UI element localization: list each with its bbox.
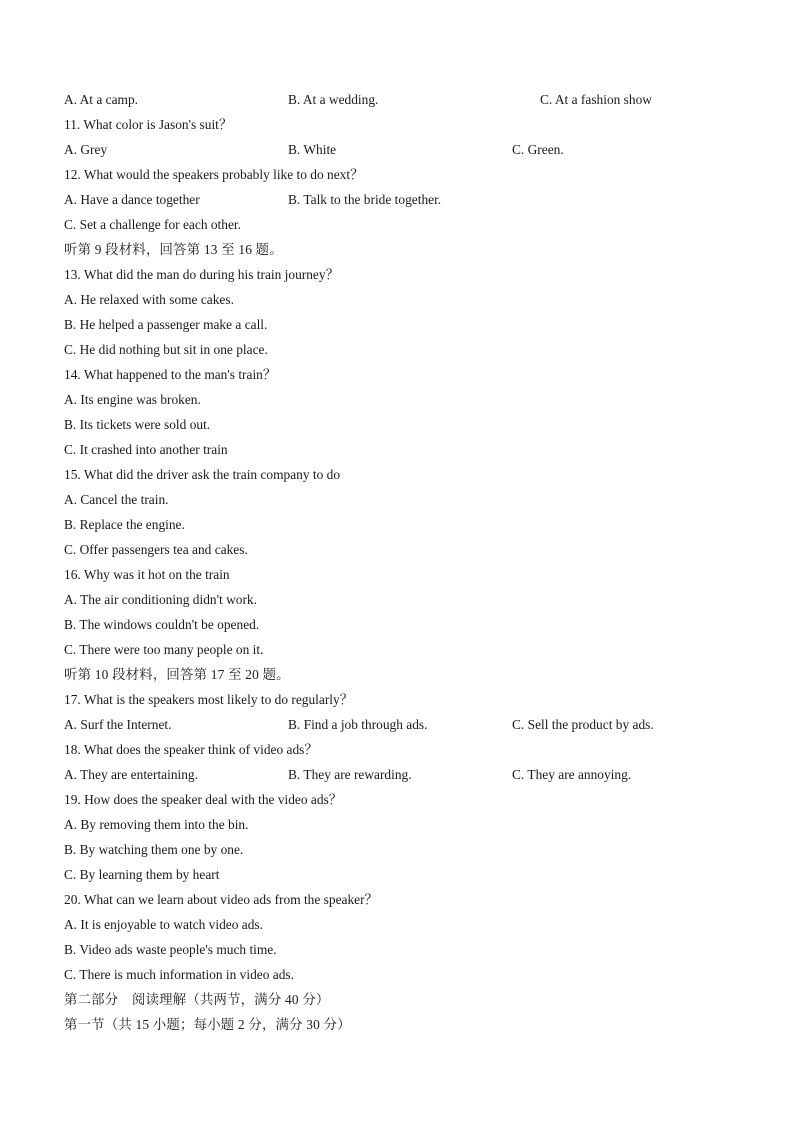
- option-b: B. At a wedding.: [288, 92, 379, 107]
- question-text: [64, 840, 744, 865]
- question-text: [64, 815, 744, 840]
- text-line: A. Cancel the train.: [64, 492, 169, 507]
- text-line: 14. What happened to the man's train？: [64, 367, 277, 382]
- option-row: [64, 765, 744, 790]
- option-row: [64, 715, 744, 740]
- question-text: [64, 890, 744, 915]
- text-line: 19. How does the speaker deal with the video ads？: [64, 792, 343, 807]
- question-text: [64, 590, 744, 615]
- question-text: [64, 415, 744, 440]
- text-line: B. Its tickets were sold out.: [64, 417, 211, 432]
- text-line: B. Video ads waste people's much time.: [64, 942, 277, 957]
- option-b: B. Talk to the bride together.: [288, 192, 442, 207]
- text-line: B. He helped a passenger make a call.: [64, 317, 268, 332]
- option-c: C. They are annoying.: [512, 767, 632, 782]
- text-line: 12. What would the speakers probably like to do next？: [64, 167, 364, 182]
- question-text: [64, 965, 744, 990]
- question-text: [64, 640, 744, 665]
- option-b: B. Find a job through ads.: [288, 717, 428, 732]
- text-line: 听第 9 段材料，回答第 13 至 16 题。: [64, 242, 283, 257]
- option-a: A. At a camp.: [64, 92, 139, 107]
- text-line: A. It is enjoyable to watch video ads.: [64, 917, 263, 932]
- question-text: [64, 265, 744, 290]
- question-text: [64, 565, 744, 590]
- text-line: C. There were too many people on it.: [64, 642, 264, 657]
- text-line: 20. What can we learn about video ads from the speaker？: [64, 892, 378, 907]
- option-b: B. White: [288, 142, 337, 157]
- question-text: [64, 390, 744, 415]
- question-text: [64, 165, 744, 190]
- question-text: [64, 465, 744, 490]
- option-row: [64, 90, 744, 115]
- text-line: C. Set a challenge for each other.: [64, 217, 241, 232]
- section-instruction: [64, 990, 744, 1015]
- text-line: 17. What is the speakers most likely to do regularly？: [64, 692, 354, 707]
- question-text: [64, 215, 744, 240]
- text-line: 第一节（共 15 小题；每小题 2 分，满分 30 分）: [64, 1017, 351, 1032]
- section-instruction: [64, 1015, 744, 1040]
- question-text: [64, 615, 744, 640]
- text-line: A. By removing them into the bin.: [64, 817, 249, 832]
- text-line: 16. Why was it hot on the train: [64, 567, 230, 582]
- text-line: 15. What did the driver ask the train company to do: [64, 467, 341, 482]
- text-line: A. He relaxed with some cakes.: [64, 292, 234, 307]
- option-c: C. Green.: [512, 142, 564, 157]
- option-b: B. They are rewarding.: [288, 767, 412, 782]
- option-c: C. At a fashion show: [540, 92, 652, 107]
- option-a: A. Have a dance together: [64, 192, 200, 207]
- text-line: 13. What did the man do during his train journey？: [64, 267, 339, 282]
- text-line: C. Offer passengers tea and cakes.: [64, 542, 248, 557]
- question-text: [64, 740, 744, 765]
- text-line: 听第 10 段材料，回答第 17 至 20 题。: [64, 667, 290, 682]
- text-line: A. The air conditioning didn't work.: [64, 592, 257, 607]
- text-line: B. By watching them one by one.: [64, 842, 244, 857]
- question-text: [64, 515, 744, 540]
- question-text: [64, 490, 744, 515]
- option-c: C. Sell the product by ads.: [512, 717, 654, 732]
- section-instruction: [64, 665, 744, 690]
- question-text: [64, 865, 744, 890]
- question-text: [64, 690, 744, 715]
- text-line: B. Replace the engine.: [64, 517, 185, 532]
- text-line: C. By learning them by heart: [64, 867, 220, 882]
- question-text: [64, 790, 744, 815]
- question-text: [64, 940, 744, 965]
- section-instruction: [64, 240, 744, 265]
- text-line: 18. What does the speaker think of video ads？: [64, 742, 318, 757]
- option-row: [64, 140, 744, 165]
- question-text: [64, 290, 744, 315]
- question-text: [64, 340, 744, 365]
- text-line: C. He did nothing but sit in one place.: [64, 342, 268, 357]
- text-line: 第二部分 阅读理解（共两节，满分 40 分）: [64, 992, 330, 1007]
- option-row: [64, 190, 744, 215]
- text-line: C. There is much information in video ads.: [64, 967, 294, 982]
- question-text: [64, 915, 744, 940]
- document-page: [64, 90, 744, 1040]
- question-text: [64, 115, 744, 140]
- question-text: [64, 365, 744, 390]
- text-line: 11. What color is Jason's suit？: [64, 117, 233, 132]
- option-a: A. Surf the Internet.: [64, 717, 172, 732]
- option-a: A. They are entertaining.: [64, 767, 198, 782]
- text-line: A. Its engine was broken.: [64, 392, 201, 407]
- question-text: [64, 440, 744, 465]
- option-a: A. Grey: [64, 142, 108, 157]
- question-text: [64, 540, 744, 565]
- question-text: [64, 315, 744, 340]
- text-line: B. The windows couldn't be opened.: [64, 617, 260, 632]
- text-line: C. It crashed into another train: [64, 442, 228, 457]
